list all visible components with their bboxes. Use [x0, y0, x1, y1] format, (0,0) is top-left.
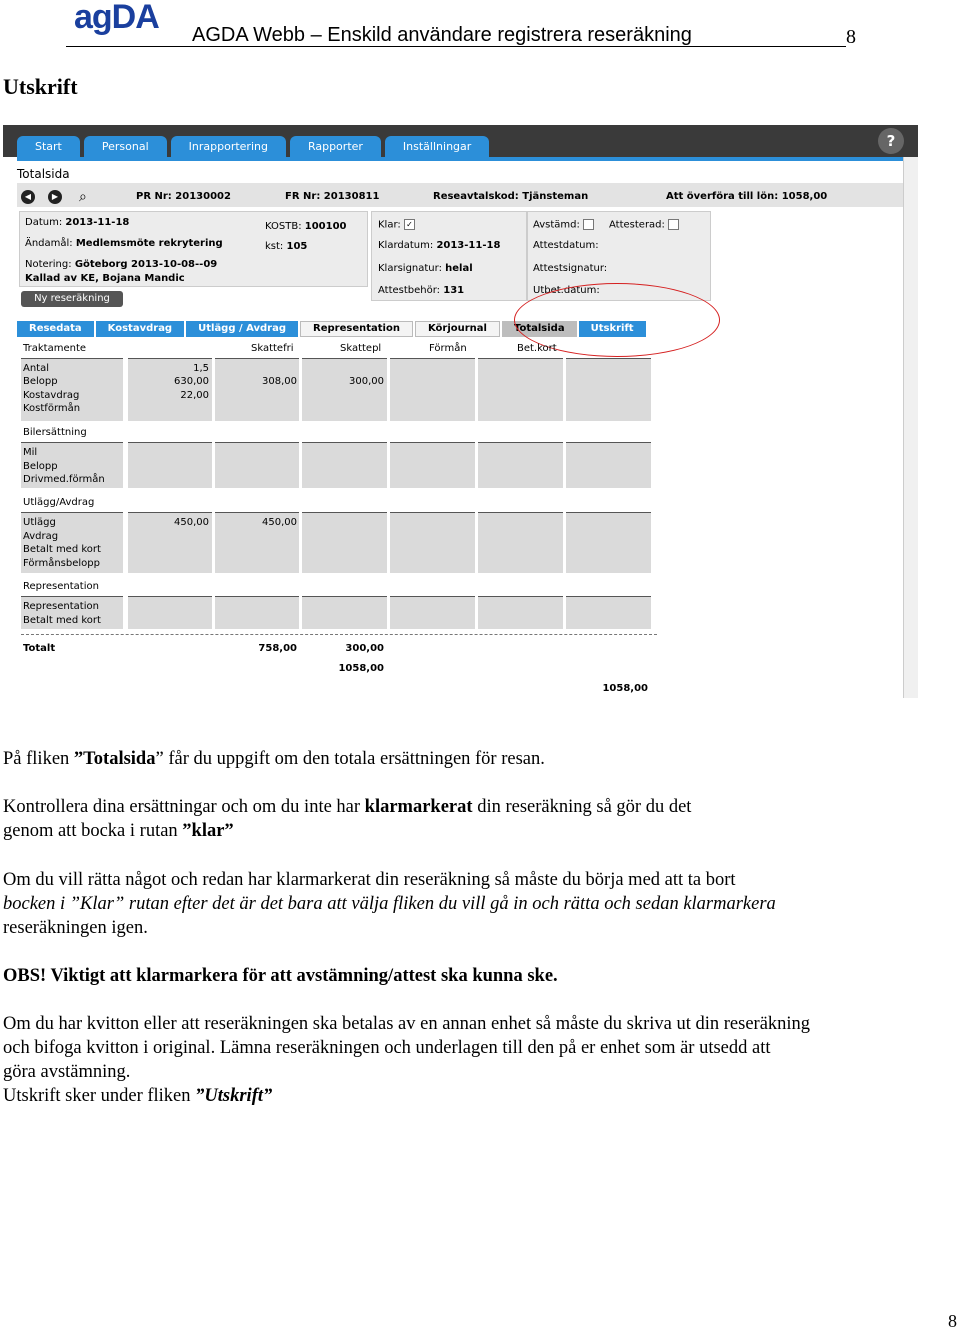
row-label: Kostavdrag — [23, 390, 80, 401]
row-label: Betalt med kort — [23, 615, 101, 626]
paragraph-utskrift: Utskrift sker under fliken ”Utskrift” — [3, 1086, 273, 1106]
section-title: Utskrift — [3, 74, 78, 99]
paragraph-ratta-1: Om du vill rätta något och redan har klarmarkerat din reseräkning så måste du börja med att ta bort — [3, 870, 736, 890]
paragraph-kontrollera-2: genom att bocka i rutan ”klar” — [3, 821, 234, 841]
kst-row: kst: 105 — [265, 241, 308, 252]
row-label: Drivmed.förmån — [23, 474, 105, 485]
value-antal: 1,5 — [193, 363, 209, 374]
notering-row: Notering: Göteborg 2013-10-08--09 — [25, 259, 218, 270]
row-label: Antal — [23, 363, 50, 374]
col-betkort: Bet.kort — [517, 343, 557, 354]
reseavtal-code: Reseavtalskod: Tjänsteman — [433, 191, 589, 202]
paragraph-kvitton-1: Om du har kvitton eller att reseräkningen ska betalas av en annan enhet så måste du skriva ut din reseräkning — [3, 1014, 811, 1034]
tab-utskrift[interactable]: Utskrift — [579, 321, 646, 337]
klar-row: Klar: ✓ — [378, 219, 415, 231]
row-label: Belopp — [23, 376, 58, 387]
datum-row: Datum: 2013-11-18 — [25, 217, 130, 228]
grid-cell — [302, 512, 387, 573]
paragraph-kvitton-2: och bifoga kvitton i original. Lämna reseräkningen och underlagen till den på er enhet som är utsedd att — [3, 1038, 771, 1058]
grid-cell — [478, 596, 563, 629]
value-utlagg-skattefri: 450,00 — [262, 517, 297, 528]
klar-checkbox[interactable]: ✓ — [404, 219, 415, 230]
nav-tab-inrapportering[interactable]: Inrapportering — [171, 136, 286, 157]
attestbehor-row: Attestbehör: 131 — [378, 285, 465, 296]
attestdatum-label: Attestdatum: — [533, 240, 599, 251]
avstamd-checkbox[interactable] — [583, 219, 594, 230]
group-title-representation: Representation — [23, 581, 99, 592]
row-label: Förmånsbelopp — [23, 558, 100, 569]
grid-cell — [215, 358, 299, 421]
grand-total: 1058,00 — [602, 683, 648, 694]
search-icon[interactable]: ⌕ — [79, 189, 87, 205]
row-label: Belopp — [23, 461, 58, 472]
grid-cell — [390, 596, 475, 629]
grid-cell — [566, 596, 651, 629]
grid-cell — [478, 442, 563, 488]
paragraph-kontrollera-1: Kontrollera dina ersättningar och om du inte har klarmarkerat din reseräkning så gör du det — [3, 797, 692, 817]
tab-korjournal[interactable]: Körjournal — [415, 321, 500, 337]
tab-totalsida[interactable]: Totalsida — [502, 321, 577, 337]
header-page-number: 8 — [846, 26, 856, 48]
nav-tab-personal[interactable]: Personal — [84, 136, 167, 157]
paragraph-ratta-3: reseräkningen igen. — [3, 918, 148, 938]
row-label: Avdrag — [23, 531, 59, 542]
grid-cell — [215, 596, 299, 629]
page-title: Totalsida — [17, 167, 70, 181]
value-kostavdrag: 22,00 — [180, 390, 209, 401]
col-skattepl: Skattepl — [340, 343, 382, 354]
col-forman: Förmån — [429, 343, 467, 354]
grid-cell — [478, 358, 563, 421]
paragraph-ratta-2: bocken i ”Klar” rutan efter det är det bara att välja fliken du vill gå in och rätta och sedan klarmarkera — [3, 894, 776, 914]
value-trakt-skattefri: 308,00 — [262, 376, 297, 387]
scrollbar[interactable] — [903, 157, 918, 698]
prev-arrow-icon[interactable]: ◀ — [21, 190, 35, 204]
subtotal: 1058,00 — [338, 663, 384, 674]
tab-resedata[interactable]: Resedata — [17, 321, 94, 337]
totalt-skattefri: 758,00 — [258, 643, 297, 654]
attesterad-checkbox[interactable] — [668, 219, 679, 230]
value-trakt-skattepl: 300,00 — [349, 376, 384, 387]
document-header-title: AGDA Webb – Enskild användare registrera reseräkning — [192, 24, 692, 46]
totalt-skattepl: 300,00 — [345, 643, 384, 654]
next-arrow-icon[interactable]: ▶ — [48, 190, 62, 204]
value-utlagg: 450,00 — [174, 517, 209, 528]
grid-cell — [390, 442, 475, 488]
row-label: Mil — [23, 447, 38, 458]
row-label: Kostförmån — [23, 403, 81, 414]
grid-cell — [302, 442, 387, 488]
nav-tab-start[interactable]: Start — [17, 136, 80, 157]
agda-logo: agDA — [74, 0, 159, 36]
utbetdatum-label: Utbet.datum: — [533, 285, 600, 296]
attesterad-row: Attesterad: — [609, 219, 679, 231]
col-skattefri: Skattefri — [251, 343, 294, 354]
paragraph-obs: OBS! Viktigt att klarmarkera för att avstämning/attest ska kunna ske. — [3, 966, 558, 986]
tab-utlagg-avdrag[interactable]: Utlägg / Avdrag — [186, 321, 298, 337]
grid-cell — [566, 442, 651, 488]
kostb-row: KOSTB: 100100 — [265, 221, 347, 232]
nav-tab-rapporter[interactable]: Rapporter — [290, 136, 381, 157]
row-label: Betalt med kort — [23, 544, 101, 555]
value-belopp: 630,00 — [174, 376, 209, 387]
fr-number: FR Nr: 20130811 — [285, 191, 380, 202]
grid-cell — [302, 358, 387, 421]
attestsignatur-label: Attestsignatur: — [533, 263, 608, 274]
att-overfora: Att överföra till lön: 1058,00 — [666, 191, 828, 202]
header-rule — [66, 46, 846, 47]
grid-cell — [566, 512, 651, 573]
totalt-label: Totalt — [23, 643, 56, 654]
new-travel-claim-button[interactable]: Ny reseräkning — [21, 291, 123, 307]
grid-cell — [128, 442, 212, 488]
main-nav — [17, 136, 493, 157]
footer-page-number: 8 — [948, 1311, 957, 1331]
group-title-bil: Bilersättning — [23, 427, 87, 438]
grid-cell — [566, 358, 651, 421]
help-icon[interactable]: ? — [878, 128, 904, 154]
klardatum-row: Klardatum: 2013-11-18 — [378, 240, 501, 251]
grid-cell — [478, 512, 563, 573]
grid-cell — [390, 358, 475, 421]
row-label: Representation — [23, 601, 99, 612]
avstamd-row: Avstämd: — [533, 219, 594, 231]
grid-cell — [128, 596, 212, 629]
col-traktamente: Traktamente — [23, 343, 87, 354]
grid-cell — [302, 596, 387, 629]
group-title-utlagg: Utlägg/Avdrag — [23, 497, 95, 508]
paragraph-totalsida: På fliken ”Totalsida” får du uppgift om den totala ersättningen för resan. — [3, 749, 545, 769]
grid-cell — [390, 512, 475, 573]
nav-underline — [17, 157, 903, 161]
kallad-row: Kallad av KE, Bojana Mandic — [25, 273, 185, 284]
app-screenshot — [3, 125, 918, 698]
pr-number: PR Nr: 20130002 — [136, 191, 231, 202]
nav-tab-installningar[interactable]: Inställningar — [385, 136, 489, 157]
tab-kostavdrag[interactable]: Kostavdrag — [96, 321, 184, 337]
row-label: Utlägg — [23, 517, 56, 528]
total-divider — [21, 634, 657, 635]
tab-representation[interactable]: Representation — [300, 321, 413, 337]
klarsignatur-row: Klarsignatur: helal — [378, 263, 473, 274]
andamal-row: Ändamål: Medlemsmöte rekrytering — [25, 238, 223, 249]
grid-cell — [215, 442, 299, 488]
paragraph-kvitton-3: göra avstämning. — [3, 1062, 131, 1082]
